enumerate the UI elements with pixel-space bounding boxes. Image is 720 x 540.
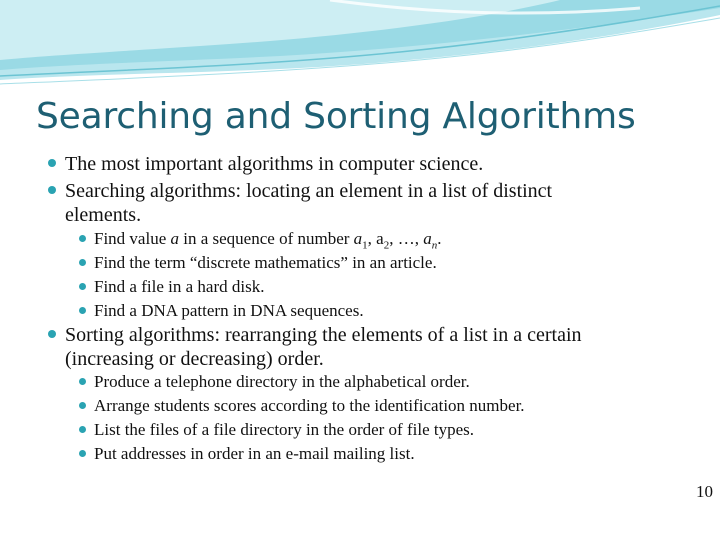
bullet-searching-line2: elements. xyxy=(65,204,142,226)
bullet-sorting-line2: (increasing or decreasing) order. xyxy=(65,348,324,370)
search-example-find-value: Find value a in a sequence of number $a_1$, $a_2$, …, $a_n$. xyxy=(94,229,442,252)
sort-example-files: List the files of a file directory in the order of file types. xyxy=(94,420,475,439)
sort-example-scores: Arrange students scores according to the identification number. xyxy=(94,396,525,415)
sub-bullet-icon xyxy=(79,426,86,433)
sort-example-telephone: Produce a telephone directory in the alphabetical order. xyxy=(94,372,470,391)
sort-example-addresses: Put addresses in order in an e-mail mailing list. xyxy=(94,444,415,463)
search-example-file: Find a file in a hard disk. xyxy=(94,277,265,296)
slide-title: Searching and Sorting Algorithms xyxy=(36,96,636,137)
bullet-icon xyxy=(48,186,56,194)
page-number: 10 xyxy=(696,482,713,501)
bullet-searching-line1: Searching algorithms: locating an element in a list of distinct xyxy=(65,180,553,202)
sub-bullet-icon xyxy=(79,450,86,457)
search-example-term: Find the term “discrete mathematics” in an article. xyxy=(94,253,437,272)
sub-bullet-icon xyxy=(79,235,86,242)
sub-bullet-icon xyxy=(79,259,86,266)
bullet-icon xyxy=(48,159,56,167)
sub-bullet-icon xyxy=(79,307,86,314)
sub-bullet-icon xyxy=(79,378,86,385)
bullet-icon xyxy=(48,330,56,338)
bullet-important-algorithms: The most important algorithms in computer science. xyxy=(65,153,484,175)
sub-bullet-icon xyxy=(79,283,86,290)
bullet-sorting-line1: Sorting algorithms: rearranging the elements of a list in a certain xyxy=(65,324,582,346)
search-example-dna: Find a DNA pattern in DNA sequences. xyxy=(94,301,364,320)
sub-bullet-icon xyxy=(79,402,86,409)
